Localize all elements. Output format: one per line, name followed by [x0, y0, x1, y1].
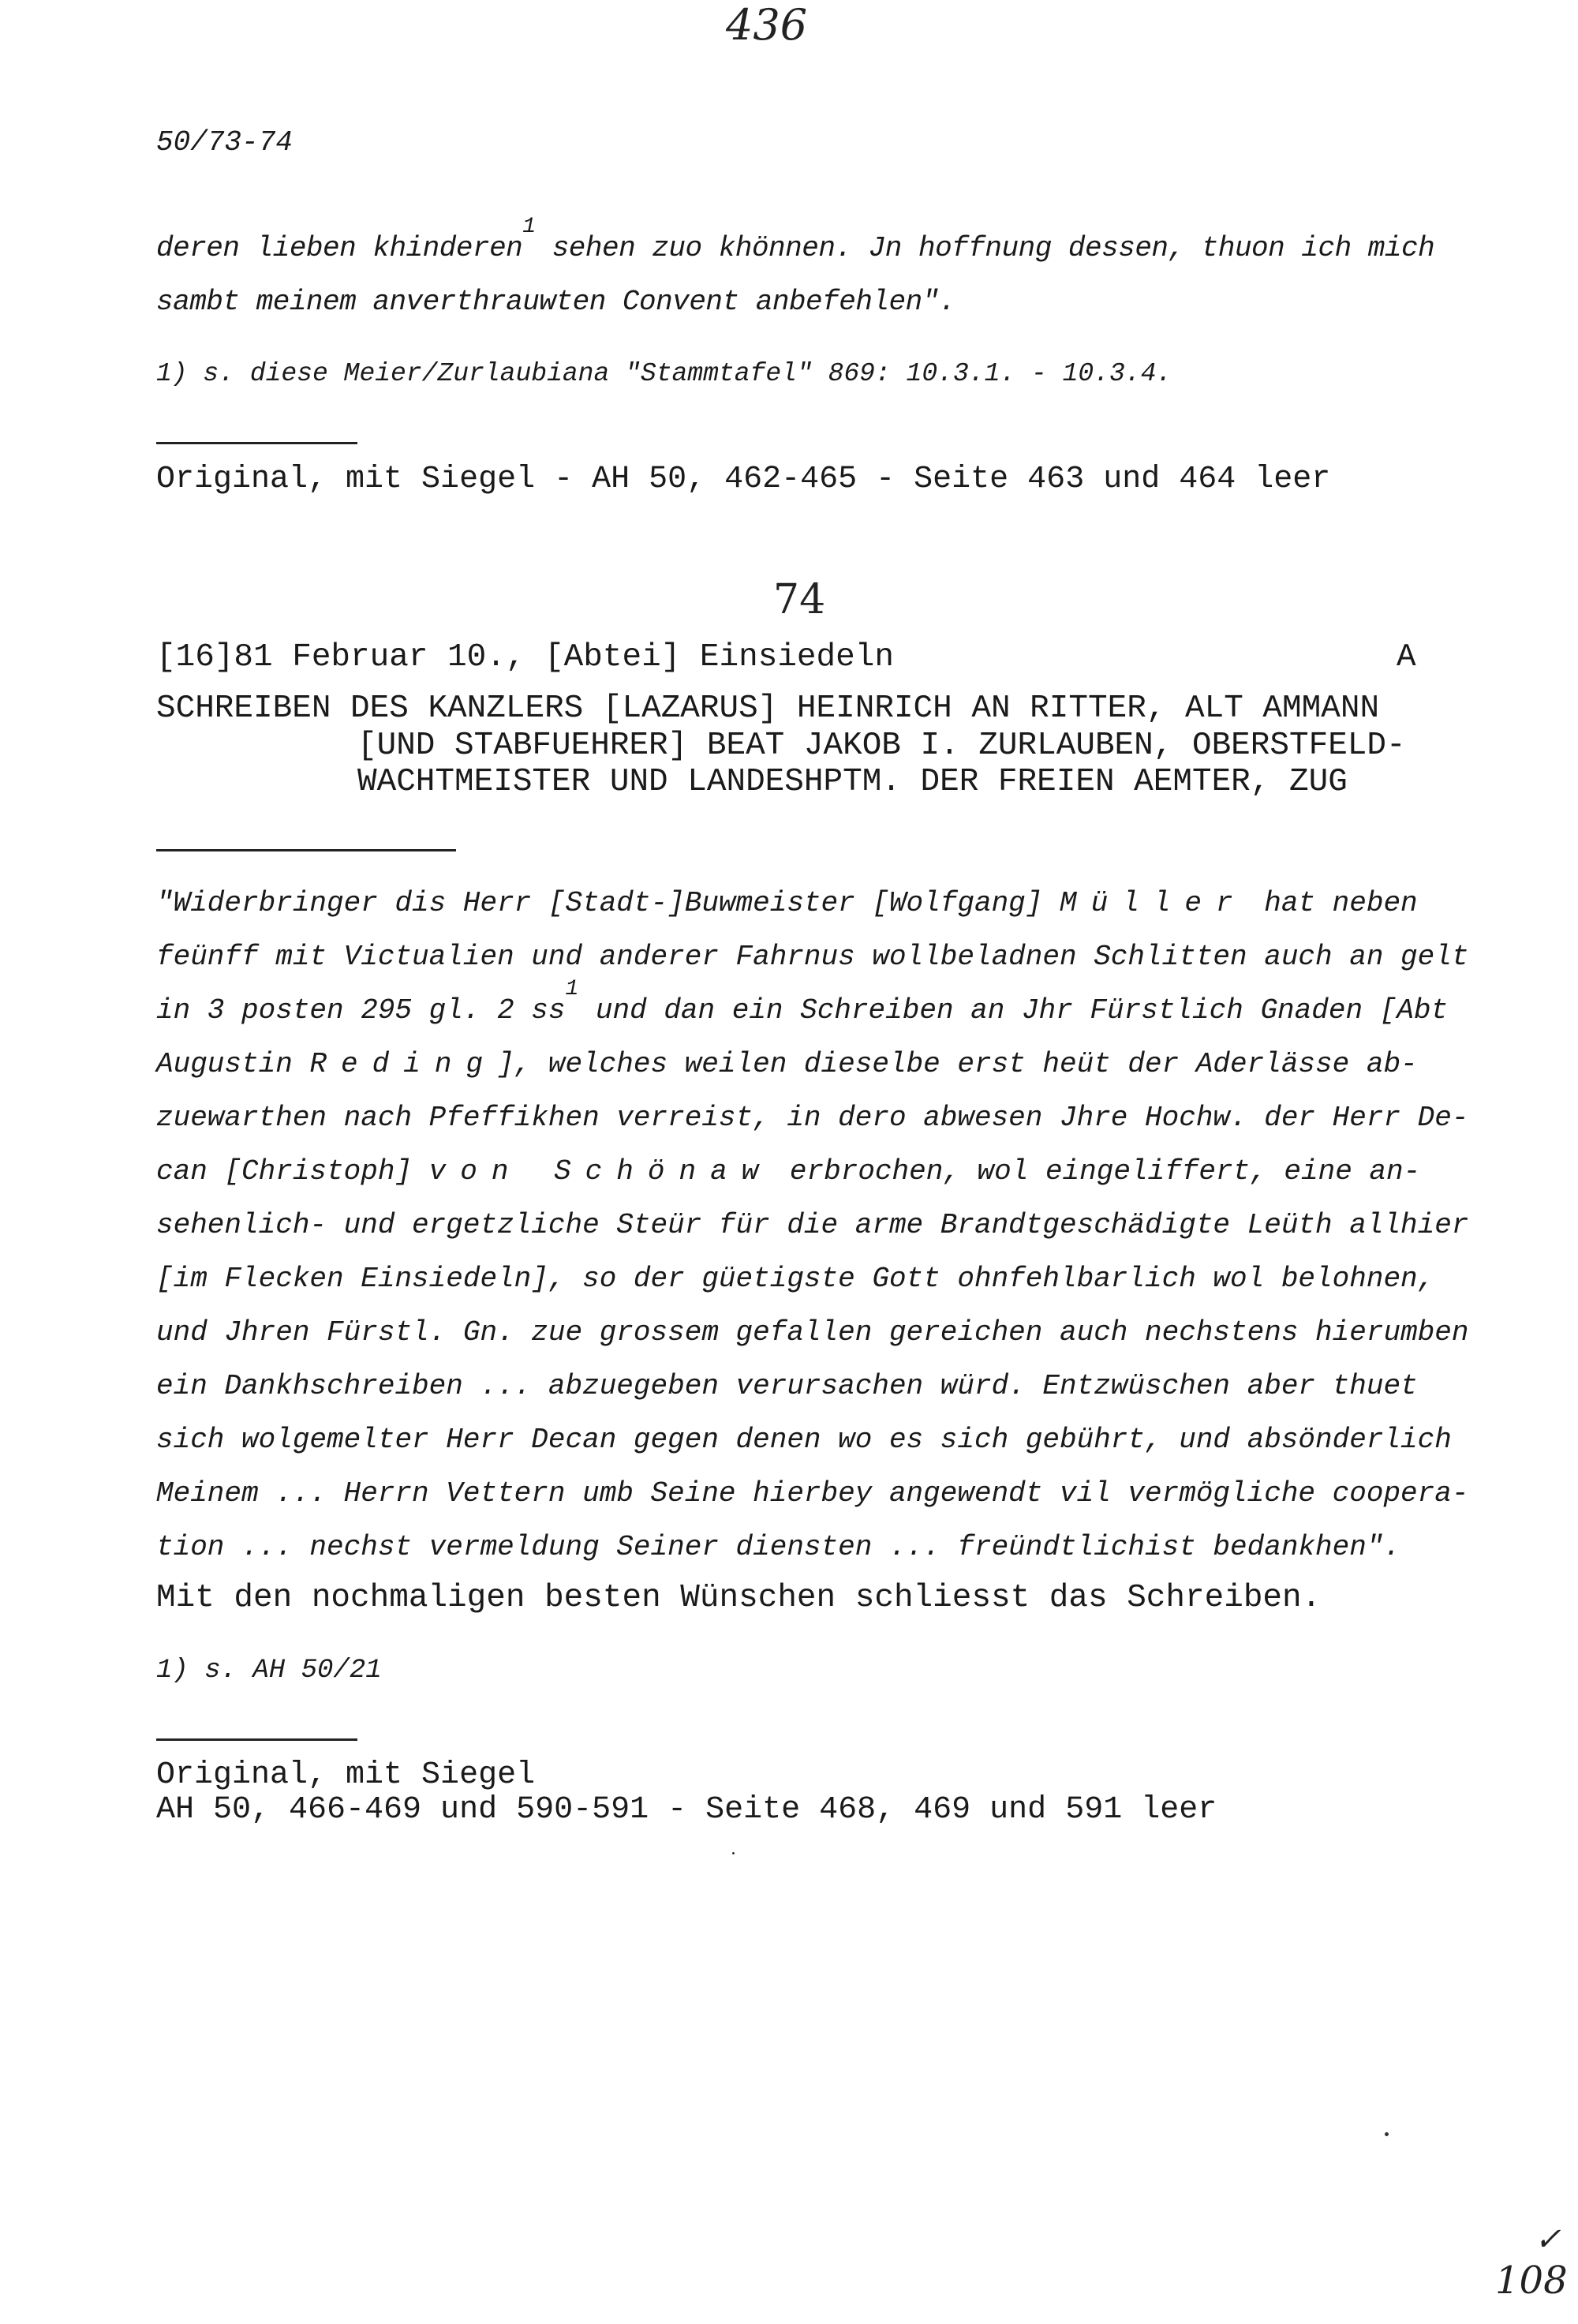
footnote-marker: 1 — [522, 215, 536, 239]
entry73-source: Original, mit Siegel - AH 50, 462-465 - Seite 463 und 464 leer — [156, 462, 1331, 497]
separator-rule — [156, 1738, 357, 1741]
document-reference: 50/73-74 — [156, 126, 293, 159]
entry73-text-line-1: deren lieben khinderen$^1$ sehen zuo khönnen. Jn hoffnung dessen, thuon ich mich — [156, 215, 1435, 264]
footnote-marker: 1 — [565, 977, 579, 1001]
checkmark-icon: ✓ — [1535, 2221, 1561, 2258]
entry74-title-line-1: SCHREIBEN DES KANZLERS [LAZARUS] HEINRICH AN RITTER, ALT AMMANN — [156, 690, 1380, 727]
entry74-date-place: [16]81 Februar 10., [Abtei] Einsiedeln — [156, 639, 894, 675]
handwritten-folio-mark: 108 — [1495, 2259, 1568, 2303]
separator-rule — [156, 442, 357, 444]
quote-line-9: und Jhren Fürstl. Gn. zue grossem gefallen gereichen auch nechstens hierumben — [156, 1316, 1469, 1349]
quote-line-1: "Widerbringer dis Herr [Stadt-]Buwmeister [Wolfgang] Müller hat neben — [156, 887, 1418, 919]
entry73-text-line-2: sambt meinem anverthrauwten Convent anbefehlen". — [156, 286, 955, 318]
quote-line-7: sehenlich- und ergetzliche Steür für die arme Brandtgeschädigte Leüth allhier — [156, 1209, 1469, 1241]
quote-line-2: feünff mit Victualien und anderer Fahrnus wollbeladnen Schlitten auch an gelt — [156, 941, 1469, 973]
person-name-reding: Reding — [309, 1048, 498, 1080]
handwritten-page-number: 436 — [726, 0, 808, 50]
entry74-marker: A — [1397, 639, 1416, 675]
speck — [732, 1852, 735, 1854]
entry74-title-line-2: [UND STABFUEHRER] BEAT JAKOB I. ZURLAUBEN, OBERSTFELD- — [357, 728, 1406, 764]
quote-line-4: Augustin Reding], welches weilen dieselbe erst heüt der Aderlässe ab- — [156, 1048, 1418, 1080]
entry74-footnote: 1) s. AH 50/21 — [156, 1656, 382, 1686]
separator-rule — [156, 849, 456, 851]
speck — [1385, 2132, 1389, 2136]
entry-number: 74 — [773, 576, 826, 623]
quote-line-10: ein Dankhschreiben ... abzuegeben verursachen würd. Entzwüschen aber thuet — [156, 1370, 1418, 1402]
person-name-mueller: Müller — [1060, 887, 1247, 919]
quote-line-3: in 3 posten 295 gl. 2 $ss^1$ und dan ein Schreiben an Jhr Fürstlich Gnaden [Abt — [156, 977, 1449, 1027]
entry73-footnote: 1) s. diese Meier/Zurlaubiana "Stammtafel" 869: 10.3.1. - 10.3.4. — [156, 359, 1172, 388]
quote-line-12: Meinem ... Herrn Vettern umb Seine hierbey angewendt vil vermögliche coopera- — [156, 1477, 1469, 1510]
quote-line-11: sich wolgemelter Herr Decan gegen denen wo es sich gebührt, und absönderlich — [156, 1424, 1452, 1456]
entry74-source-line-2: AH 50, 466-469 und 590-591 - Seite 468, 469 und 591 leer — [156, 1792, 1217, 1828]
quote-line-6: can [Christoph] von Schönaw erbrochen, wol eingeliffert, eine an- — [156, 1155, 1421, 1188]
entry74-title-line-3: WACHTMEISTER UND LANDESHPTM. DER FREIEN AEMTER, ZUG — [357, 764, 1348, 800]
entry74-source-line-1: Original, mit Siegel — [156, 1757, 536, 1793]
closing-sentence: Mit den nochmaligen besten Wünschen schliesst das Schreiben. — [156, 1580, 1322, 1616]
quote-line-5: zuewarthen nach Pfeffikhen verreist, in dero abwesen Jhre Hochw. der Herr De- — [156, 1102, 1469, 1134]
quote-line-8: [im Flecken Einsiedeln], so der güetigste Gott ohnfehlbarlich wol belohnen, — [156, 1263, 1435, 1295]
person-name-schoenaw: von Schönaw — [428, 1155, 773, 1188]
quote-line-13: tion ... nechst vermeldung Seiner diensten ... freündtlichist bedankhen". — [156, 1531, 1401, 1563]
